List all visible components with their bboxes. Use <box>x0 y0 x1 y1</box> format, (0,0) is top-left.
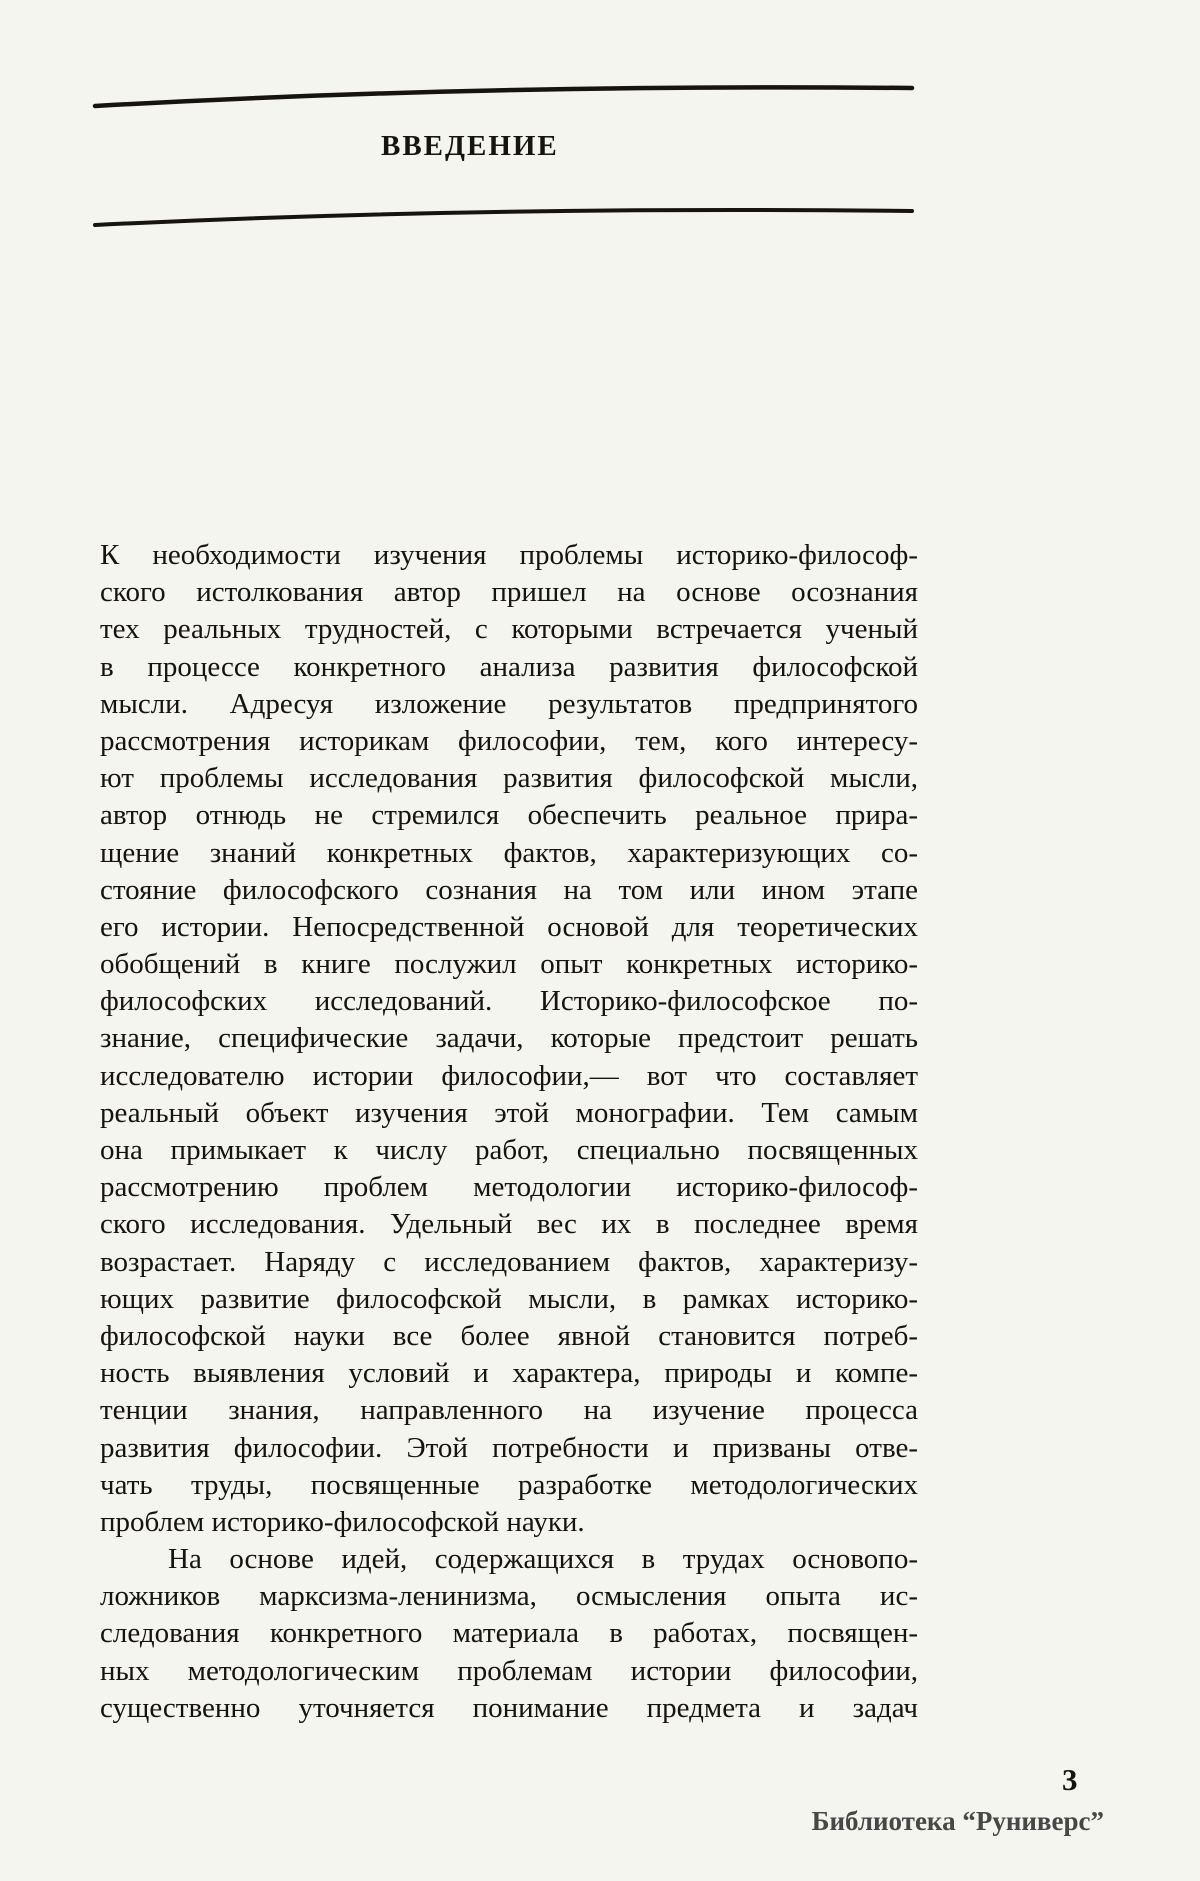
text-line: его истории. Непосредственной основой для теоретических <box>100 910 918 943</box>
text-line: ского исследования. Удельный вес их в последнее время <box>100 1208 918 1241</box>
text-line: в процессе конкретного анализа развития философской <box>100 650 918 683</box>
text-line: стояние философского сознания на том или ином этапе <box>100 873 918 906</box>
text-line: щение знаний конкретных фактов, характеризующих со- <box>100 836 918 869</box>
top-rule-line <box>95 87 912 106</box>
text-line: проблем историко-философской науки. <box>100 1505 585 1538</box>
text-line: рассмотрению проблем методологии историко-философ- <box>100 1171 918 1204</box>
text-line: ных методологическим проблемам истории философии, <box>100 1654 918 1687</box>
text-line: исследователю истории философии,— вот что составляет <box>100 1059 918 1092</box>
text-line: ющих развитие философской мысли, в рамках историко- <box>100 1282 918 1315</box>
library-watermark: Библиотека “Руниверс” <box>811 1806 1104 1836</box>
text-line: ского истолкования автор пришел на основе осознания <box>100 576 918 609</box>
text-line: она примыкает к числу работ, специально посвященных <box>100 1134 918 1166</box>
text-line: знание, специфические задачи, которые предстоит решать <box>100 1022 918 1055</box>
text-line: ность выявления условий и характера, природы и компе- <box>100 1357 918 1390</box>
text-line: автор отнюдь не стремился обеспечить реальное прира- <box>100 799 918 832</box>
text-line: тенции знания, направленного на изучение процесса <box>100 1394 918 1427</box>
text-line: философских исследований. Историко-философское по- <box>100 985 918 1018</box>
text-line: мысли. Адресуя изложение результатов предпринятого <box>100 687 918 720</box>
text-line: возрастает. Наряду с исследованием фактов, характеризу- <box>100 1245 918 1278</box>
text-line: тех реальных трудностей, с которыми встречается ученый <box>100 613 918 646</box>
text-line: На основе идей, содержащихся в трудах основопо- <box>168 1543 918 1576</box>
page-number: 3 <box>1062 1762 1078 1797</box>
text-line: К необходимости изучения проблемы историко-философ- <box>100 539 918 571</box>
text-line: реальный объект изучения этой монографии. Тем самым <box>100 1096 918 1129</box>
text-line: развития философии. Этой потребности и призваны отве- <box>100 1431 918 1464</box>
text-line: обобщений в книге послужил опыт конкретных историко- <box>100 948 918 981</box>
text-line: ют проблемы исследования развития философской мысли, <box>100 762 918 795</box>
text-line: философской науки все более явной становится потреб- <box>100 1319 918 1352</box>
text-line: рассмотрения историкам философии, тем, кого интересу- <box>100 724 918 757</box>
text-line: ложников марксизма-ленинизма, осмысления опыта ис- <box>100 1580 918 1613</box>
text-line: чать труды, посвященные разработке методологических <box>100 1468 918 1501</box>
text-line: следования конкретного материала в работах, посвящен- <box>100 1617 918 1650</box>
bottom-rule-line <box>95 210 912 225</box>
text-line: существенно уточняется понимание предмета и задач <box>100 1691 918 1724</box>
heading-rules <box>0 0 1010 250</box>
chapter-title: ВВЕДЕНИЕ <box>381 130 559 162</box>
body-text <box>100 537 918 1727</box>
